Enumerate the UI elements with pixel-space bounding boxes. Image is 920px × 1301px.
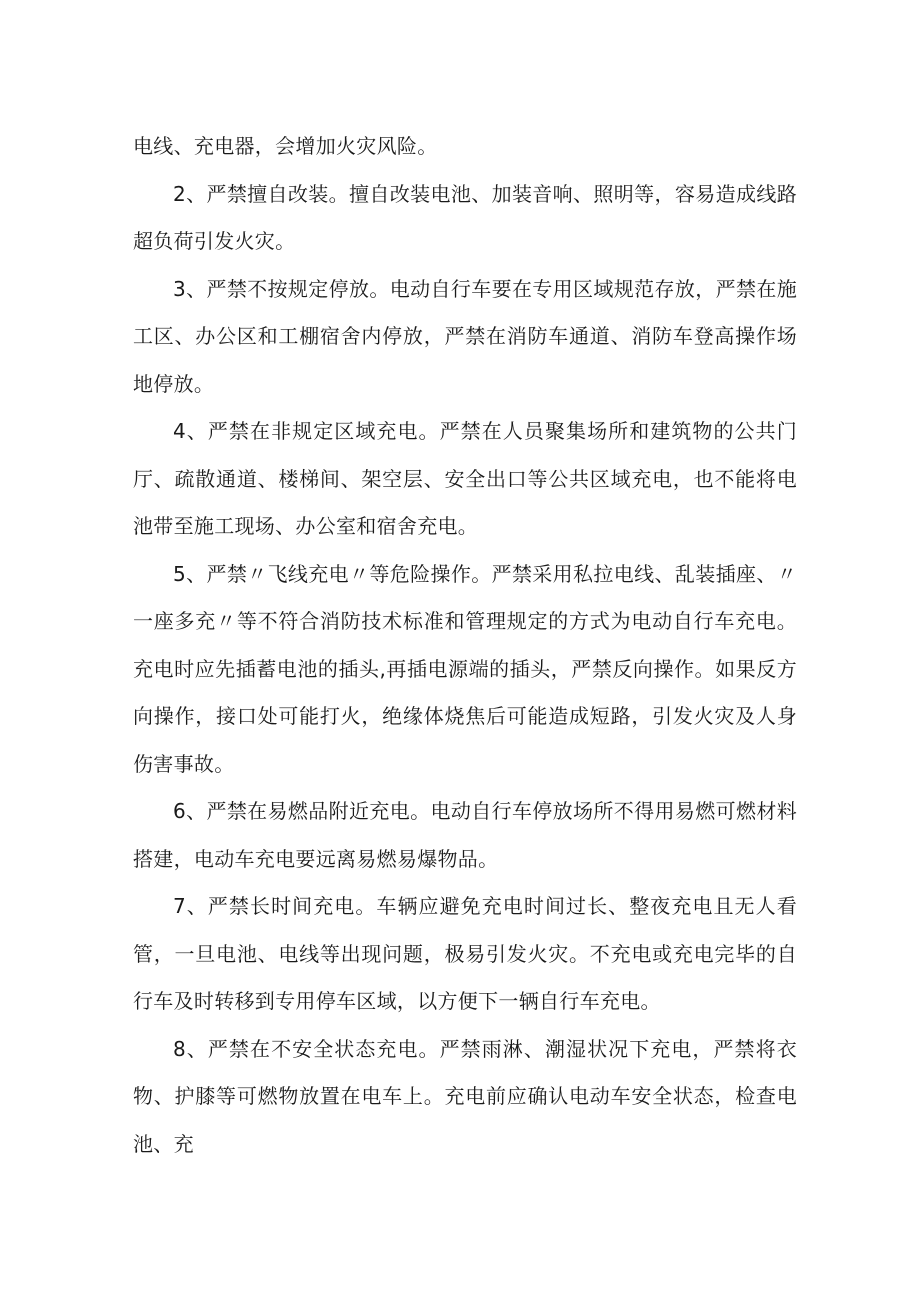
paragraph-item-4: 4、严禁在非规定区域充电。严禁在人员聚集场所和建筑物的公共门厅、疏散通道、楼梯间、架空层、安全出口等公共区域充电，也不能将电池带至施工现场、办公室和宿舍充电。: [133, 419, 797, 538]
paragraph-item-2: 2、严禁擅自改装。擅自改装电池、加装音响、照明等，容易造成线路超负荷引发火灾。: [133, 181, 797, 253]
paragraph-item-8: 8、严禁在不安全状态充电。严禁雨淋、潮湿状况下充电，严禁将衣物、护膝等可燃物放置在电车上。充电前应确认电动车安全状态，检查电池、充: [133, 1036, 797, 1156]
paragraph-item-3: 3、严禁不按规定停放。电动自行车要在专用区域规范存放，严禁在施工区、办公区和工棚宿舍内停放，严禁在消防车通道、消防车登高操作场地停放。: [133, 276, 797, 396]
document-body: [133, 123, 797, 1168]
paragraph-item-6: 6、严禁在易燃品附近充电。电动自行车停放场所不得用易燃可燃材料搭建，电动车充电要远离易燃易爆物品。: [133, 799, 797, 871]
paragraph-item-7: 7、严禁长时间充电。车辆应避免充电时间过长、整夜充电且无人看管，一旦电池、电线等出现问题，极易引发火灾。不充电或充电完毕的自行车及时转移到专用停车区域，以方便下一辆自行车充电。: [133, 894, 797, 1013]
paragraph-item-5: 5、严禁〃飞线充电〃等危险操作。严禁采用私拉电线、乱装插座、〃一座多充〃等不符合消防技术标准和管理规定的方式为电动自行车充电。充电时应先插蓄电池的插头,再插电源端的插头，严禁反向操作。如果反方向操作，接口处可能打火，绝缘体烧焦后可能造成短路，引发火灾及人身伤害事故。: [133, 561, 797, 776]
paragraph-continuation: 电线、充电器，会增加火灾风险。: [133, 134, 438, 158]
